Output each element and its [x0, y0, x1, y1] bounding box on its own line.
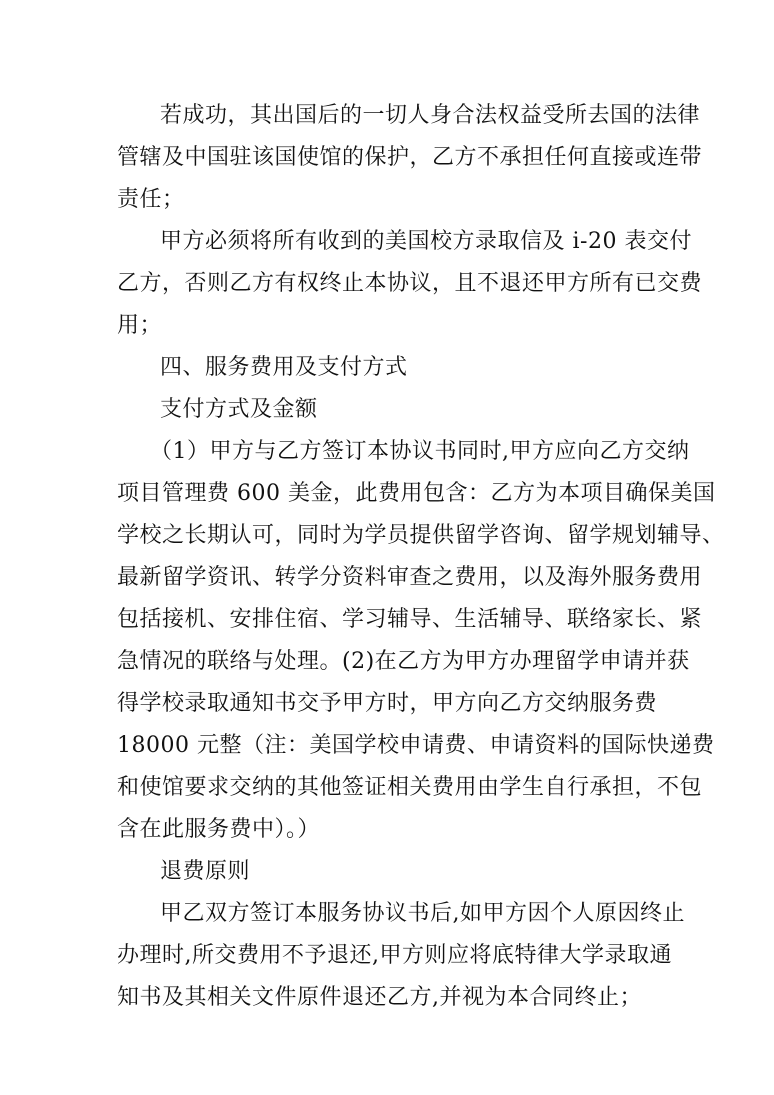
paragraph-line: 急情况的联络与处理。(2)在乙方为甲方办理留学申请并获 [117, 649, 690, 674]
subsection-heading: 退费原则 [160, 859, 251, 884]
paragraph-line: （1）甲方与乙方签订本协议书同时,甲方应向乙方交纳 [150, 439, 690, 464]
paragraph-line: 办理时,所交费用不予退还,甲方则应将底特律大学录取通 [117, 943, 672, 968]
paragraph-line: 管辖及中国驻该国使馆的保护，乙方不承担任何直接或连带 [117, 145, 703, 170]
paragraph-line: 18000 元整（注：美国学校申请费、申请资料的国际快递费 [117, 733, 715, 758]
paragraph-line: 若成功，其出国后的一切人身合法权益受所去国的法律 [160, 103, 701, 128]
paragraph-line: 含在此服务费中）。） [117, 817, 321, 842]
paragraph-line: 得学校录取通知书交予甲方时，甲方向乙方交纳服务费 [117, 691, 658, 716]
paragraph-line: 项目管理费 600 美金，此费用包含：乙方为本项目确保美国 [117, 481, 716, 506]
paragraph-line: 和使馆要求交纳的其他签证相关费用由学生自行承担，不包 [117, 775, 703, 800]
section-heading: 四、服务费用及支付方式 [160, 355, 408, 380]
paragraph-line: 知书及其相关文件原件退还乙方,并视为本合同终止； [117, 985, 642, 1010]
paragraph-line: 学校之长期认可，同时为学员提供留学咨询、留学规划辅导、 [117, 523, 725, 548]
subsection-heading: 支付方式及金额 [160, 397, 318, 422]
paragraph-line: 用； [117, 313, 163, 338]
paragraph-line: 甲乙双方签订本服务协议书后,如甲方因个人原因终止 [160, 901, 685, 926]
paragraph-line: 乙方，否则乙方有权终止本协议，且不退还甲方所有已交费 [117, 271, 703, 296]
paragraph-line: 责任； [117, 187, 185, 212]
paragraph-line: 最新留学资讯、转学分资料审查之费用，以及海外服务费用 [117, 565, 703, 590]
paragraph-line: 包括接机、安排住宿、学习辅导、生活辅导、联络家长、紧 [117, 607, 703, 632]
paragraph-line: 甲方必须将所有收到的美国校方录取信及 i-20 表交付 [160, 229, 692, 254]
